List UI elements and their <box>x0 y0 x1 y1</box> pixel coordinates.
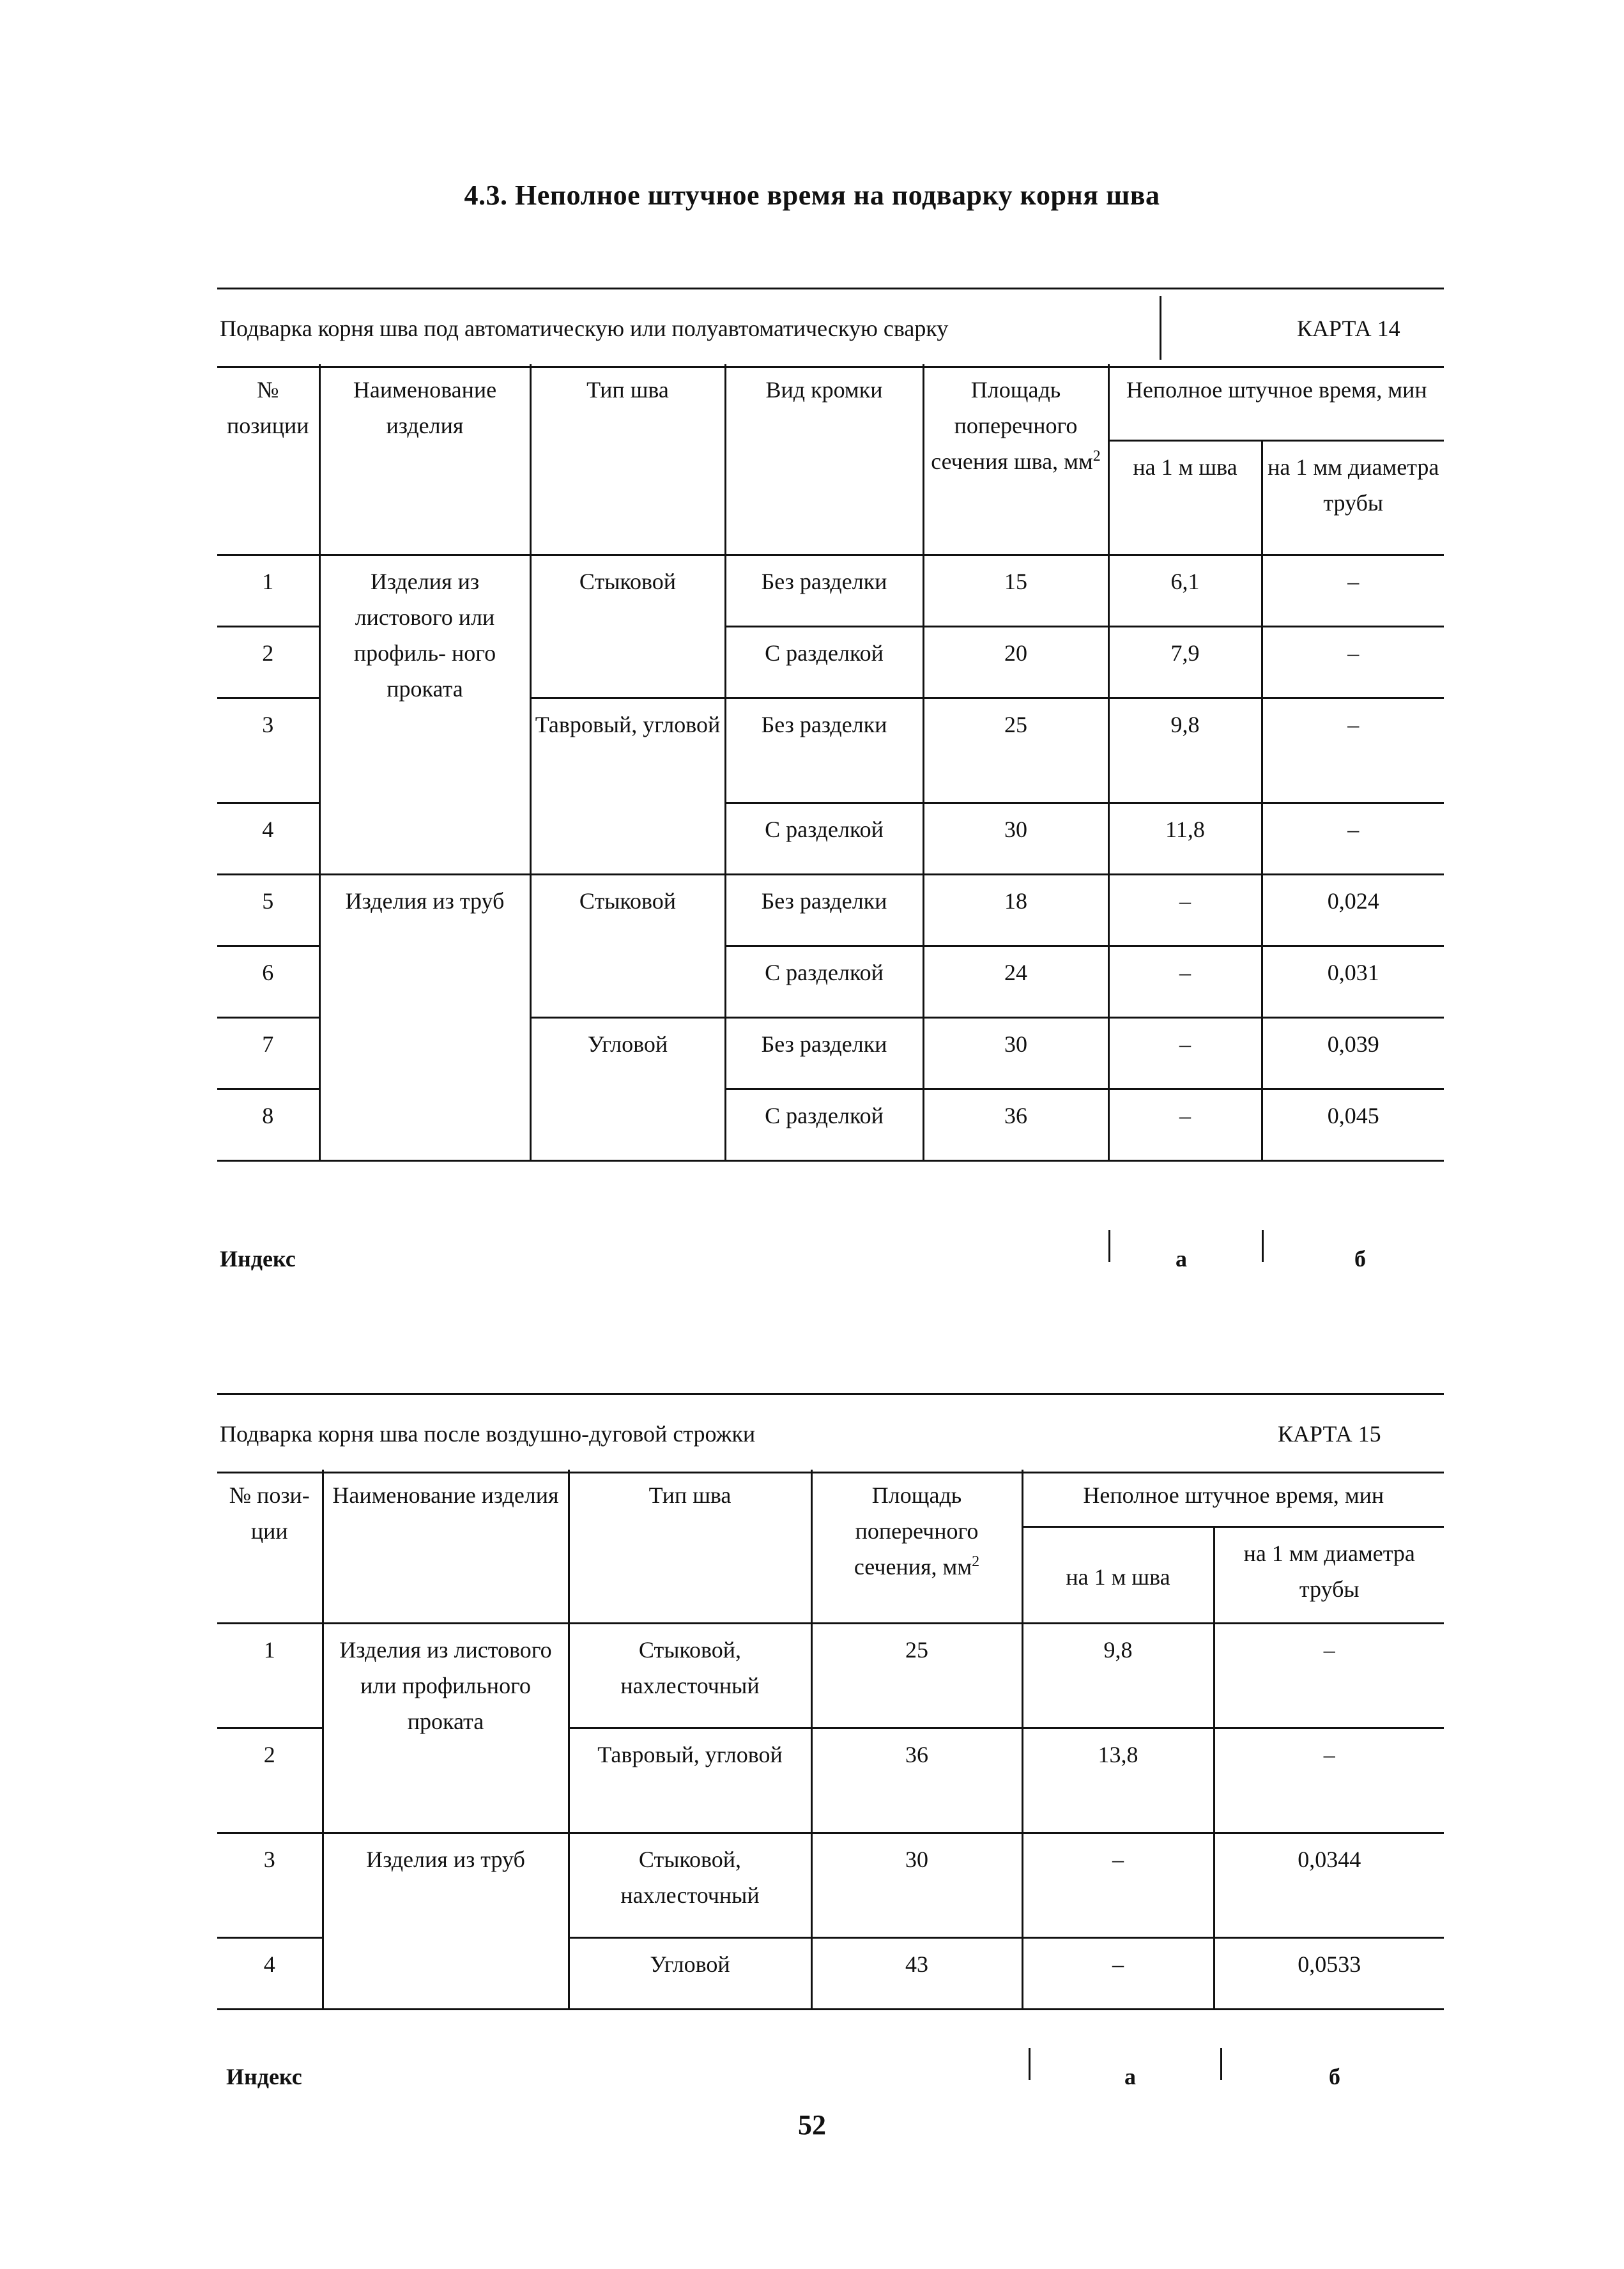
cell-seam: Угловой <box>530 1018 725 1161</box>
cell-area: 25 <box>811 1624 1022 1728</box>
cell-per-mm: 0,045 <box>1262 1089 1444 1161</box>
cell-area: 30 <box>811 1833 1022 1938</box>
card-14-number: КАРТА 14 <box>1297 316 1400 341</box>
cell-area: 30 <box>923 803 1108 875</box>
col-header-edge-type: Вид кромки <box>725 364 923 555</box>
card-14-header <box>217 288 1444 368</box>
cell-per-mm: – <box>1262 627 1444 698</box>
cell-area: 30 <box>923 1018 1108 1089</box>
cell-product: Изделия из листового или профильного проката <box>323 1624 569 1833</box>
cell-position: 6 <box>217 946 319 1018</box>
cell-position: 2 <box>217 627 319 698</box>
cell-area: 36 <box>811 1728 1022 1833</box>
cell-per-meter: 9,8 <box>1022 1624 1214 1728</box>
cell-position: 3 <box>217 698 319 803</box>
cell-per-meter: 6,1 <box>1108 555 1262 627</box>
cell-position: 4 <box>217 1938 323 2010</box>
cell-area: 24 <box>923 946 1108 1018</box>
cell-position: 7 <box>217 1018 319 1089</box>
cell-edge: Без разделки <box>725 1018 923 1089</box>
table-row <box>217 875 1444 946</box>
page-number: 52 <box>798 2109 826 2141</box>
index-a: а <box>1124 2064 1136 2089</box>
cell-seam: Стыковой, нахлесточный <box>569 1833 811 1938</box>
index-b: б <box>1329 2064 1340 2089</box>
card-14-index-row <box>217 1230 1444 1288</box>
cell-per-mm: 0,031 <box>1262 946 1444 1018</box>
cell-per-meter: – <box>1022 1833 1214 1938</box>
cell-position: 5 <box>217 875 319 946</box>
card-15-description: Подварка корня шва после воздушно-дуговой строжки <box>220 1421 756 1447</box>
cell-seam: Угловой <box>569 1938 811 2010</box>
cell-per-mm: 0,0344 <box>1214 1833 1444 1938</box>
cell-per-mm: – <box>1214 1728 1444 1833</box>
card-14-table <box>217 364 1444 1162</box>
col-header-per-meter: на 1 м шва <box>1108 441 1262 555</box>
cell-seam: Тавровый, угловой <box>530 698 725 875</box>
cell-per-meter: 9,8 <box>1108 698 1262 803</box>
cell-area: 20 <box>923 627 1108 698</box>
cell-area: 36 <box>923 1089 1108 1161</box>
cell-position: 4 <box>217 803 319 875</box>
col-header-area: Площадь поперечного сечения шва, $мм^2$ <box>923 364 1108 555</box>
cell-position: 1 <box>217 555 319 627</box>
col-header-position: № позиции <box>217 364 319 555</box>
cell-per-mm: – <box>1262 698 1444 803</box>
table-row <box>217 1624 1444 1728</box>
cell-per-mm: 0,039 <box>1262 1018 1444 1089</box>
cell-seam: Стыковой <box>530 875 725 1018</box>
cell-per-meter: 7,9 <box>1108 627 1262 698</box>
cell-edge: С разделкой <box>725 1089 923 1161</box>
cell-area: 18 <box>923 875 1108 946</box>
cell-edge: Без разделки <box>725 555 923 627</box>
card-15-table <box>217 1470 1444 2010</box>
cell-edge: С разделкой <box>725 627 923 698</box>
col-header-per-mm: на 1 мм диаметра трубы <box>1214 1527 1444 1624</box>
table-row <box>217 1833 1444 1938</box>
card-14-description: Подварка корня шва под автоматическую или полуавтоматическую сварку <box>220 316 949 341</box>
col-header-seam-type: Тип шва <box>569 1470 811 1624</box>
cell-edge: Без разделки <box>725 875 923 946</box>
cell-position: 1 <box>217 1624 323 1728</box>
index-b: б <box>1354 1246 1366 1272</box>
cell-seam: Тавровый, угловой <box>569 1728 811 1833</box>
page-title: 4.3. Неполное штучное время на подварку корня шва <box>464 180 1160 211</box>
cell-seam: Стыковой, нахлесточный <box>569 1624 811 1728</box>
col-header-per-mm: на 1 мм диаметра трубы <box>1262 441 1444 555</box>
col-header-per-meter: на 1 м шва <box>1022 1527 1214 1624</box>
cell-position: 3 <box>217 1833 323 1938</box>
cell-edge: Без разделки <box>725 698 923 803</box>
index-divider <box>1029 2048 1030 2080</box>
cell-area: 43 <box>811 1938 1022 2010</box>
cell-per-mm: 0,024 <box>1262 875 1444 946</box>
cell-per-meter: – <box>1022 1938 1214 2010</box>
table-row <box>217 555 1444 627</box>
cell-per-mm: 0,0533 <box>1214 1938 1444 2010</box>
cell-per-meter: – <box>1108 946 1262 1018</box>
col-header-position: № пози- ции <box>217 1470 323 1624</box>
col-header-product: Наименование изделия <box>323 1470 569 1624</box>
cell-per-meter: – <box>1108 875 1262 946</box>
col-header-product: Наименование изделия <box>319 364 530 555</box>
cell-seam: Стыковой <box>530 555 725 698</box>
index-label: Индекс <box>220 1246 296 1272</box>
col-header-seam-type: Тип шва <box>530 364 725 555</box>
index-a: а <box>1176 1246 1187 1272</box>
cell-per-meter: – <box>1108 1089 1262 1161</box>
cell-edge: С разделкой <box>725 803 923 875</box>
cell-product: Изделия из листового или профиль- ного проката <box>319 555 530 875</box>
card-15-header <box>217 1393 1444 1473</box>
cell-edge: С разделкой <box>725 946 923 1018</box>
index-divider <box>1220 2048 1222 2080</box>
cell-position: 8 <box>217 1089 319 1161</box>
cell-area: 15 <box>923 555 1108 627</box>
card-15-index-row <box>217 2048 1444 2105</box>
cell-position: 2 <box>217 1728 323 1833</box>
index-divider <box>1108 1230 1110 1262</box>
col-header-area: Площадь поперечного сечения, $мм^2$ <box>811 1470 1022 1624</box>
cell-per-meter: 13,8 <box>1022 1728 1214 1833</box>
cell-per-mm: – <box>1262 803 1444 875</box>
col-header-time-group: Неполное штучное время, мин <box>1108 364 1444 441</box>
col-header-time-group: Неполное штучное время, мин <box>1022 1470 1444 1527</box>
cell-per-meter: – <box>1108 1018 1262 1089</box>
index-label: Индекс <box>226 2064 302 2089</box>
index-divider <box>1262 1230 1264 1262</box>
card-14-header-divider <box>1160 296 1161 360</box>
card-15-number: КАРТА 15 <box>1278 1421 1381 1447</box>
cell-area: 25 <box>923 698 1108 803</box>
cell-per-mm: – <box>1262 555 1444 627</box>
cell-per-meter: 11,8 <box>1108 803 1262 875</box>
cell-per-mm: – <box>1214 1624 1444 1728</box>
cell-product: Изделия из труб <box>319 875 530 1161</box>
cell-product: Изделия из труб <box>323 1833 569 2010</box>
